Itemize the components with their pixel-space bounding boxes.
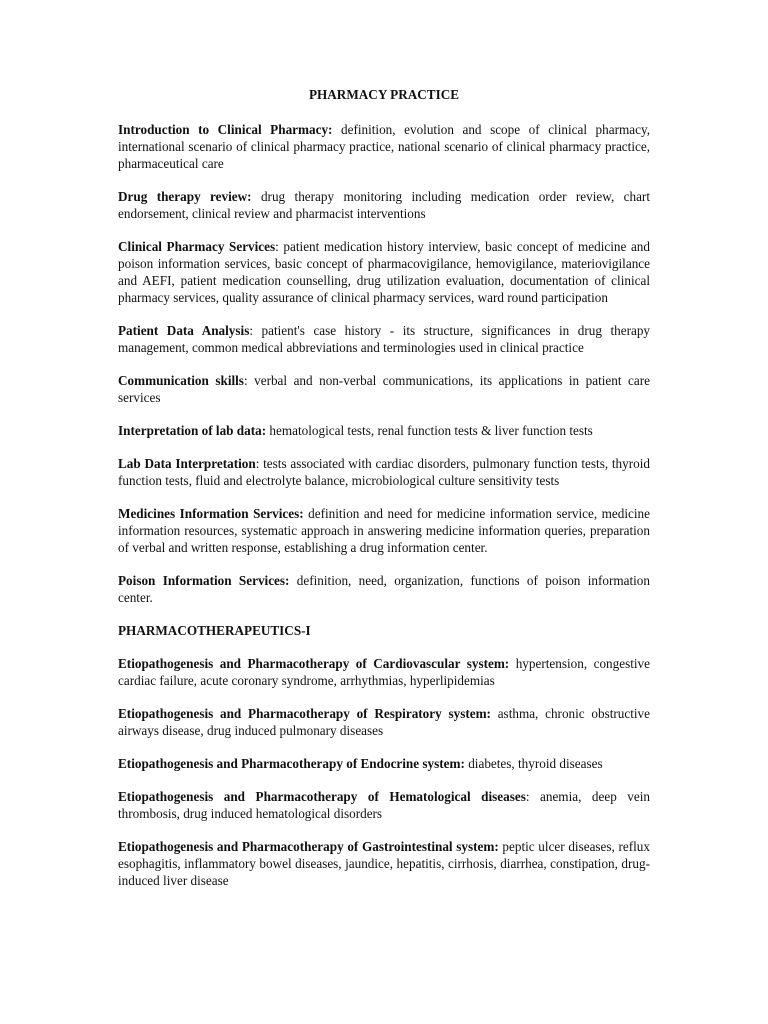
entry-term: Poison Information Services: [118, 573, 290, 588]
entry-text: hematological tests, renal function tests & liver function tests [266, 423, 593, 438]
entry-respiratory-system [118, 705, 650, 739]
entry-text: : tests associated with cardiac disorders, pulmonary function tests, thyroid function tests, fluid and electrolyte balance, microbiological culture sensitivity tests [118, 456, 650, 488]
entry-term: Communication skills [118, 373, 244, 388]
entry-term: Lab Data Interpretation [118, 456, 256, 471]
entry-term: Medicines Information Services: [118, 506, 304, 521]
entry-term: Interpretation of lab data: [118, 423, 267, 438]
entry-term: Drug therapy review: [118, 189, 252, 204]
entry-term: Etiopathogenesis and Pharmacotherapy of Hematological diseases [118, 789, 526, 804]
entry-term: Etiopathogenesis and Pharmacotherapy of Gastrointestinal system: [118, 839, 499, 854]
entry-text: diabetes, thyroid diseases [464, 756, 603, 771]
entry-text: definition and need for medicine information service, medicine information resources, systematic approach in answering medicine information queries, preparation of verbal and written response, establishing a drug information center. [118, 506, 650, 555]
entry-communication-skills [118, 372, 650, 406]
entry-text: hypertension, congestive cardiac failure, acute coronary syndrome, arrhythmias, hyperlipidemias [118, 656, 650, 688]
page-title: PHARMACY PRACTICE [308, 87, 460, 102]
entry-term: Introduction to Clinical Pharmacy: [118, 122, 333, 137]
entry-text: definition, need, organization, functions of poison information center. [118, 573, 650, 605]
entry-gastrointestinal-system [118, 838, 650, 889]
entry-text: : verbal and non-verbal communications, its applications in patient care services [118, 373, 650, 405]
entry-term: Patient Data Analysis [118, 323, 250, 338]
entry-introduction-clinical-pharmacy [118, 121, 650, 172]
document-page [118, 86, 650, 905]
entry-term: Clinical Pharmacy Services [118, 239, 276, 254]
entry-hematological-diseases [118, 788, 650, 822]
entry-text: : patient medication history interview, basic concept of medicine and poison information services, basic concept of pharmacovigilance, hemovigilance, materiovigilance and AEFI, patient medication counselling, drug utilization evaluation, documentation of clinical pharmacy services, quality assurance of clinical pharmacy services, ward round participation [118, 239, 650, 305]
entry-text: : patient's case history - its structure, significances in drug therapy management, common medical abbreviations and terminologies used in clinical practice [118, 323, 651, 355]
entry-poison-information-services [118, 572, 650, 606]
section-heading: PHARMACOTHERAPEUTICS-I [118, 623, 311, 638]
entry-text: peptic ulcer diseases, reflux esophagitis, inflammatory bowel diseases, jaundice, hepatitis, cirrhosis, diarrhea, constipation, drug-induced liver disease [118, 839, 650, 888]
entry-text: : anemia, deep vein thrombosis, drug induced hematological disorders [118, 789, 650, 821]
entry-clinical-pharmacy-services [118, 238, 650, 306]
entry-term: Etiopathogenesis and Pharmacotherapy of Endocrine system: [118, 756, 465, 771]
entry-text: asthma, chronic obstructive airways disease, drug induced pulmonary diseases [118, 706, 650, 738]
entry-cardiovascular-system [118, 655, 650, 689]
entry-text: drug therapy monitoring including medication order review, chart endorsement, clinical review and pharmacist interventions [118, 189, 650, 221]
entry-endocrine-system [118, 755, 650, 772]
entry-term: Etiopathogenesis and Pharmacotherapy of Respiratory system: [118, 706, 491, 721]
entry-drug-therapy-review [118, 188, 650, 222]
entry-term: Etiopathogenesis and Pharmacotherapy of Cardiovascular system: [118, 656, 510, 671]
entry-text: definition, evolution and scope of clinical pharmacy, international scenario of clinical pharmacy practice, national scenario of clinical pharmacy practice, pharmaceutical care [118, 122, 650, 171]
entry-interpretation-lab-data [118, 422, 650, 439]
entry-patient-data-analysis [118, 322, 650, 356]
entry-lab-data-interpretation [118, 455, 650, 489]
entry-medicines-information-services [118, 505, 650, 556]
